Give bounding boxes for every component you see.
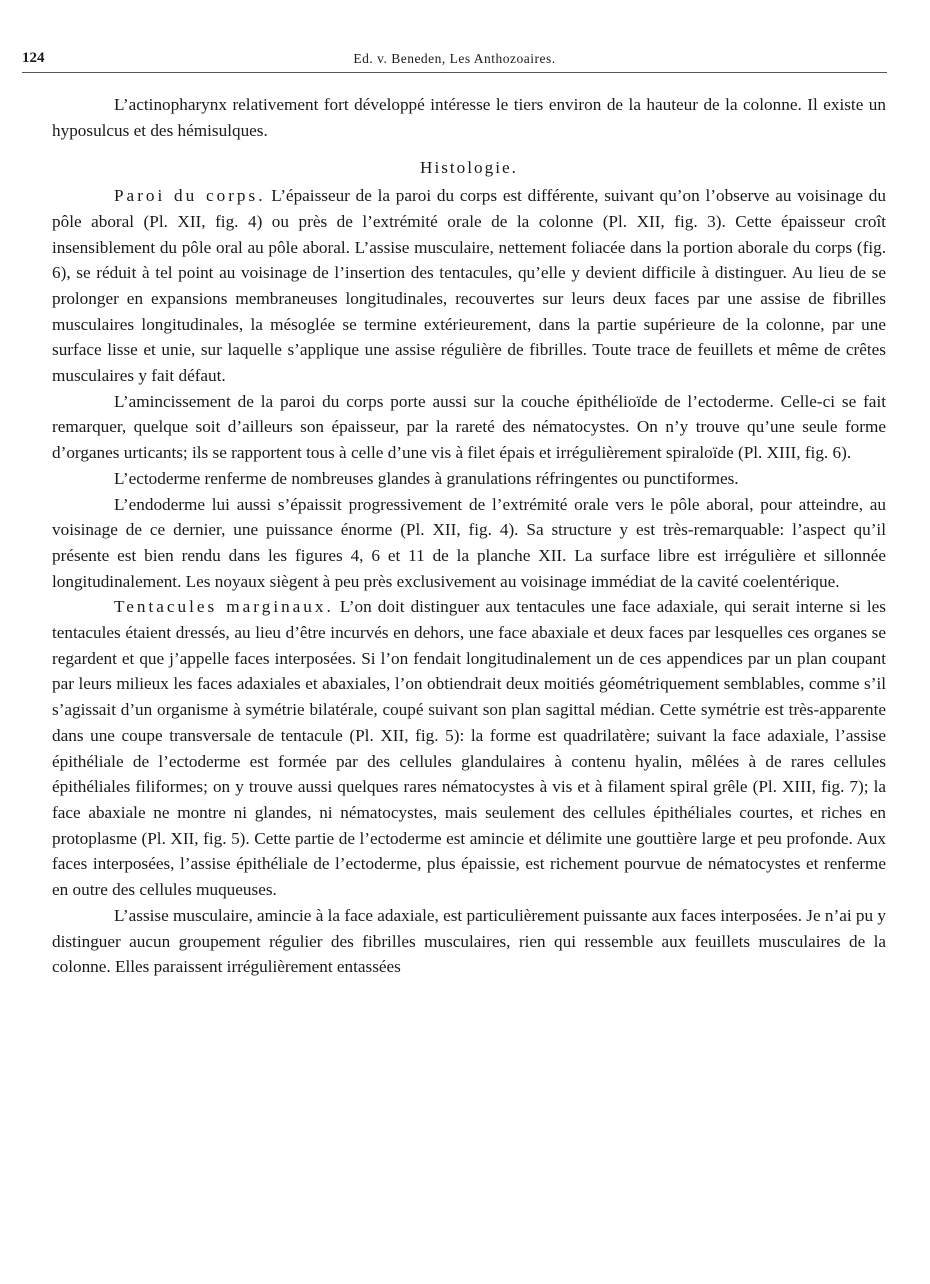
paragraph-tentacules <box>52 594 886 902</box>
paragraph-actinopharynx: L’actinopharynx relativement fort développé intéresse le tiers environ de la hauteur de la colonne. Il existe un hyposulcus et des hémisulques. <box>52 95 886 140</box>
page-header <box>22 50 887 73</box>
tentacules-text: L’on doit distinguer aux tentacules une face adaxiale, qui serait interne si les tentacules étaient dressés, au lieu d’être incurvés en dehors, une face abaxiale et deux faces par lesquelles ces organes se regardent et que j’appelle faces interposées. Si l’on fendait longitudinalement un de ces appendices par un plan coupant par leurs milieux les faces adaxiales et abaxiales, l’on obtiendrait deux moitiés géométriquement semblables, comme s’il s’agissait d’un organisme à symétrie bilatérale, coupé suivant son plan sagittal médian. Cette symétrie est très-apparente dans une coupe transversale de tentacule (Pl. XII, fig. 5): la forme est quadrilatère; suivant la face adaxiale, l’assise épithéliale de l’ectoderme est formée par des cellules glandulaires à contenu hyalin, mêlées à de rares cellules épithéliales filiformes; on y trouve aussi quelques rares nématocystes à vis et à filament spiral grêle (Pl. XIII, fig. 7); la face abaxiale ne montre ni glandes, ni nématocystes, mais seulement des cellules épithéliales courtes, et riches en protoplasme (Pl. XII, fig. 5). Cette partie de l’ectoderme est amincie et délimite une gouttière large et peu profonde. Aux faces interposées, l’assise épithéliale de l’ectoderme, plus épaissie, est richement pourvue de nématocystes et renferme en outre des cellules muqueuses. <box>52 597 886 900</box>
run-in-heading-tentacules: Tentacules marginaux. <box>114 597 334 617</box>
paroi-text: L’épaisseur de la paroi du corps est différente, suivant qu’on l’observe au voisinage du pôle aboral (Pl. XII, fig. 4) ou près de l’extrémité orale de la colonne (Pl. XII, fig. 3). Cette épaisseur croît insensiblement du pôle oral au pôle aboral. L’assise musculaire, nettement foliacée dans la portion aborale du corps (fig. 6), se réduit à tel point au voisinage de l’insertion des tentacules, qu’elle y devient difficile à distinguer. Au lieu de se prolonger en expansions membraneuses longitudinales, recouvertes sur leurs deux faces par une assise de fibrilles musculaires longitudinales, la mésoglée se termine extérieurement, dans la partie supérieure de la colonne, par une surface lisse et unie, sur laquelle s’applique une assise régulière de fibrilles. Toute trace de feuillets et même de crêtes musculaires y fait défaut. <box>52 186 886 386</box>
section-heading-histologie: Histologie. <box>420 158 518 178</box>
paragraph-ectoderme: L’ectoderme renferme de nombreuses glandes à granulations réfringentes ou punctiformes. <box>114 468 739 488</box>
body-text <box>52 92 886 980</box>
paragraph-amincissement: L’amincissement de la paroi du corps porte aussi sur la couche épithélioïde de l’ectoderme. Celle-ci se fait remarquer, quelque soit d’ailleurs son épaisseur, par la rareté des nématocystes. On n’y trouve qu’une seule forme d’organes urticants; ils se rapportent tous à celle d’une vis à filet épais et irrégulièrement spiraloïde (Pl. XIII, fig. 6). <box>52 391 886 463</box>
run-in-heading-paroi: Paroi du corps. <box>114 186 266 206</box>
paragraph-endoderme: L’endoderme lui aussi s’épaissit progressivement de l’extrémité orale vers le pôle aboral, pour atteindre, au voisinage de ce dernier, une puissance énorme (Pl. XII, fig. 4). Sa structure y est très-remarquable: l’aspect qu’il présente est bien rendu dans les figures 4, 6 et 11 de la planche XII. La surface libre est irrégulière et sillonnée longitudinalement. Les noyaux siègent à peu près exclusivement au voisinage immédiat de la cavité coelentérique. <box>52 494 886 591</box>
paragraph-assise-musculaire: L’assise musculaire, amincie à la face adaxiale, est particulièrement puissante aux faces interposées. Je n’ai pu y distinguer aucun groupement régulier des fibrilles musculaires, rien qui ressemble aux feuillets musculaires de la colonne. Elles paraissent irrégulièrement entassées <box>52 905 887 977</box>
page-number: 124 <box>22 50 45 66</box>
running-title: Ed. v. Beneden, Les Anthozoaires. <box>353 51 556 66</box>
paragraph-paroi-du-corps <box>52 183 886 389</box>
